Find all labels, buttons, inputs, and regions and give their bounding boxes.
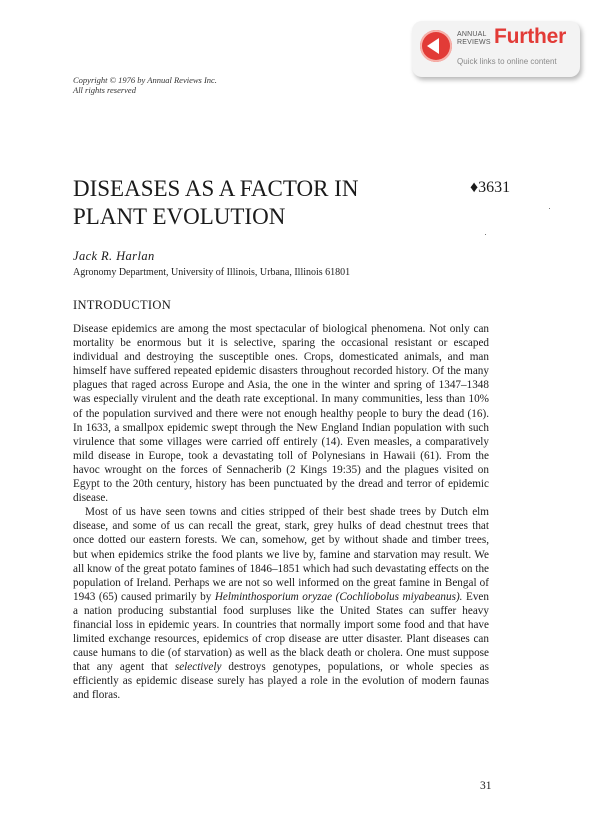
- further-banner[interactable]: [412, 21, 580, 77]
- article-number: ♦3631: [470, 179, 511, 196]
- emphasis-selectively: selectively: [174, 661, 222, 674]
- scan-speck: [549, 208, 550, 209]
- article-body: [73, 322, 489, 703]
- rights-line: All rights reserved: [73, 85, 136, 95]
- author-name: Jack R. Harlan: [73, 249, 155, 263]
- paragraph-2-middle: Even a nation producing substantial food surpluses like the United States can suffer heavy financial loss in epidemic years. In countries that normally import some food and that have limited exchange resources, epidemics of crop disease are utter disaster. Plant diseases can cause humans to die (of starvation) as well as the black death or cholera. One must suppose that any agent that: [73, 590, 489, 674]
- paragraph-1: Disease epidemics are among the most spectacular of biological phenomena. Not only can mortality be enormous but it is selective, sparing the occasional resistant or escaped individual and destroying the susceptible ones. Crops, domesticated animals, and man himself have suffered repeated epidemic disasters throughout recorded history. Of the many plagues that raged across Europe and Asia, the one in the winter and spring of 1347–1348 was especially virulent and the death rate exceptional. In many communities, less than 10% of the population survived and there were not enough healthy people to bury the dead (16). In 1633, a smallpox epidemic swept through the New England Indian population with such virulence that some villages were carried off entirely (14). Even measles, a comparatively mild disease in Europe, took a devastating toll of Polynesians in Hawaii (61). From the havoc wrought on the forces of Sennacherib (2 Kings 19:35) and the plagues visited on Egypt to the 20th century, history has been punctuated by the dread and terror of epidemic disease.: [73, 323, 489, 505]
- section-heading: INTRODUCTION: [73, 298, 172, 312]
- back-arrow-icon[interactable]: [420, 30, 452, 62]
- species-name: Helminthosporium oryzae (Cochliobolus miyabeanus).: [214, 590, 463, 603]
- scan-speck: [485, 234, 486, 235]
- title-line-2: PLANT EVOLUTION: [73, 204, 286, 229]
- title-line-1: DISEASES AS A FACTOR IN: [73, 176, 359, 201]
- author-affiliation: Agronomy Department, University of Illinois, Urbana, Illinois 61801: [73, 267, 351, 278]
- page-number: 31: [480, 780, 492, 792]
- banner-publisher-line1: ANNUAL: [457, 31, 487, 38]
- paragraph-2-end: destroys genotypes, populations, or whole species as efficiently as epidemic disease surely has played a role in the evolution of modern faunas and floras.: [73, 661, 489, 702]
- copyright-notice: [73, 75, 217, 95]
- paragraph-2-start: Most of us have seen towns and cities stripped of their best shade trees by Dutch elm disease, and some of us can recall the great, stark, grey hulks of dead chestnut trees that once dotted our eastern forests. We can, somehow, get by without shade and timber trees, but when epidemics strike the food plants we live by, famine and starvation may result. We all know of the great potato famines of 1846–1851 which had such devastating effects on the population of Ireland. Perhaps we are not so well informed on the great famine in Bengal of 1943 (65) caused primarily by: [73, 506, 489, 603]
- article-title: [73, 175, 403, 231]
- banner-brand[interactable]: Further: [494, 25, 567, 48]
- banner-tagline[interactable]: Quick links to online content: [457, 57, 557, 66]
- banner-publisher: [457, 31, 497, 47]
- copyright-line: Copyright © 1976 by Annual Reviews Inc.: [73, 75, 217, 85]
- paragraph-2: [73, 505, 489, 702]
- banner-publisher-line2: REVIEWS: [457, 39, 491, 46]
